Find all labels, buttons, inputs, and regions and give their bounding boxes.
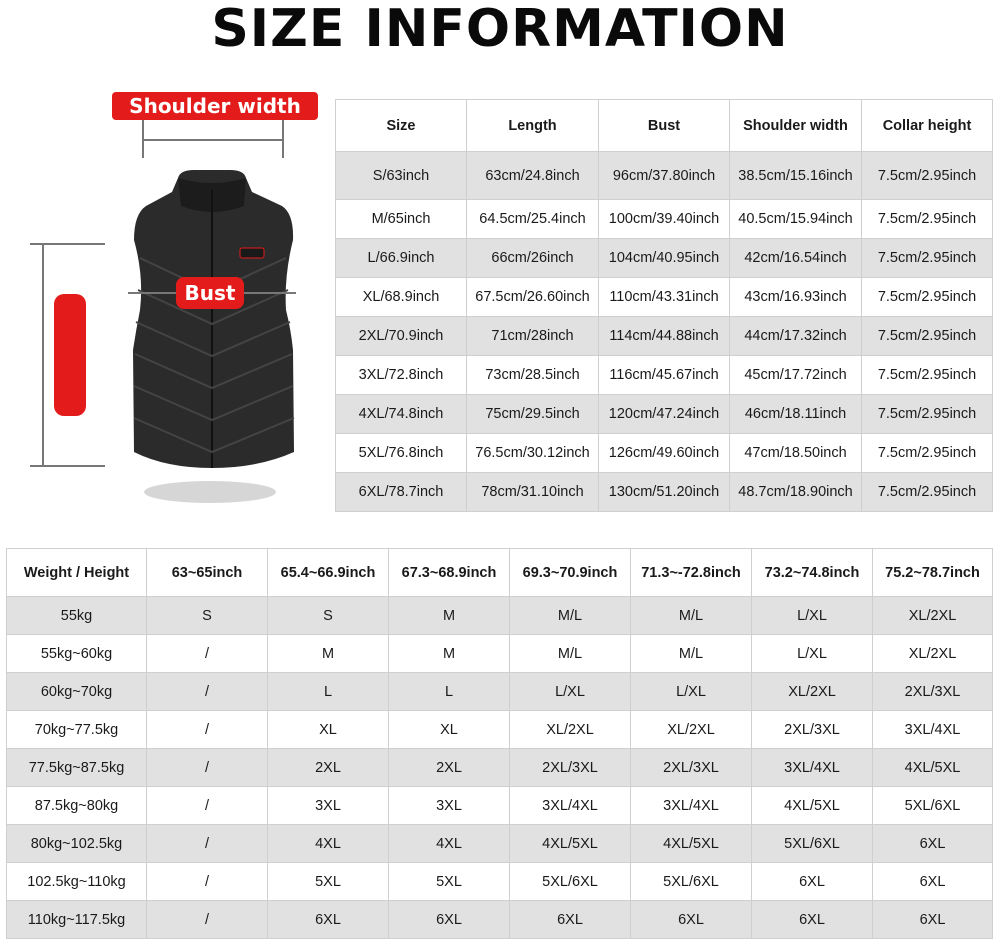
fit-table-row-cell: 3XL/4XL [752,749,873,787]
size-table-row-cell: 3XL/72.8inch [336,356,467,395]
size-table-row-cell: 114cm/44.88inch [599,317,730,356]
fit-table-row-cell: 77.5kg~87.5kg [7,749,147,787]
size-table-row-cell: 130cm/51.20inch [599,473,730,512]
size-table-header [336,100,993,152]
fit-table-row-cell: 87.5kg~80kg [7,787,147,825]
fit-table-row-cell: 80kg~102.5kg [7,825,147,863]
length-label [54,294,86,416]
fit-table-row-cell: XL/2XL [873,635,993,673]
fit-table-row-cell: 4XL/5XL [873,749,993,787]
fit-table-row-cell: / [147,901,268,939]
fit-table-row-cell: 3XL/4XL [510,787,631,825]
size-table-row-cell: 75cm/29.5inch [467,395,599,434]
size-table-row-cell: 2XL/70.9inch [336,317,467,356]
fit-header-col3: 67.3~68.9inch [389,549,510,597]
fit-table-row-cell: L/XL [752,597,873,635]
size-table-row-cell: 100cm/39.40inch [599,200,730,239]
size-table-row-cell: 66cm/26inch [467,239,599,278]
fit-table-row-cell: 6XL [510,901,631,939]
fit-table-row-cell: XL/2XL [631,711,752,749]
fit-table-row [7,863,993,901]
fit-table-row-cell: 4XL/5XL [510,825,631,863]
size-table-row [336,395,993,434]
fit-table-row-cell: M/L [631,597,752,635]
size-table-row-cell: 7.5cm/2.95inch [862,317,993,356]
fit-table-row-cell: M/L [510,635,631,673]
fit-header-col2: 65.4~66.9inch [268,549,389,597]
size-table-row [336,317,993,356]
size-table-row [336,434,993,473]
page-title: SIZE INFORMATION [211,0,789,59]
fit-table-row-cell: M [389,597,510,635]
size-table-row-cell: 64.5cm/25.4inch [467,200,599,239]
fit-table-row-cell: 110kg~117.5kg [7,901,147,939]
size-table-row-cell: 38.5cm/15.16inch [730,152,862,200]
fit-table-row-cell: / [147,825,268,863]
fit-header-col1: 63~65inch [147,549,268,597]
fit-table-row-cell: S [147,597,268,635]
size-table-row-cell: 7.5cm/2.95inch [862,356,993,395]
size-table-row-cell: 4XL/74.8inch [336,395,467,434]
fit-table-row-cell: 3XL/4XL [631,787,752,825]
size-table-row-cell: M/65inch [336,200,467,239]
size-table-row-cell: 47cm/18.50inch [730,434,862,473]
size-table-row-cell: 46cm/18.11inch [730,395,862,434]
fit-table-row-cell: 4XL [389,825,510,863]
fit-table-row-cell: 6XL [873,901,993,939]
fit-table-row-cell: L [389,673,510,711]
fit-table-row-cell: 3XL [268,787,389,825]
fit-table-row-cell: / [147,787,268,825]
fit-table-row [7,749,993,787]
size-header-shoulder: Shoulder width [730,100,862,152]
size-table-row [336,473,993,512]
size-table-row-cell: 63cm/24.8inch [467,152,599,200]
fit-table-row-cell: 6XL [389,901,510,939]
fit-table [6,548,993,939]
size-table-row [336,356,993,395]
size-table-row-cell: 7.5cm/2.95inch [862,278,993,317]
fit-table-row [7,825,993,863]
fit-header-col7: 75.2~78.7inch [873,549,993,597]
size-header-size: Size [336,100,467,152]
fit-table-row-cell: 5XL/6XL [510,863,631,901]
size-table-row-cell: 7.5cm/2.95inch [862,434,993,473]
fit-table-row-cell: XL [268,711,389,749]
size-table-row-cell: 7.5cm/2.95inch [862,152,993,200]
size-table-row-cell: 7.5cm/2.95inch [862,395,993,434]
fit-table-row-cell: 5XL/6XL [752,825,873,863]
fit-header-col5: 71.3~-72.8inch [631,549,752,597]
size-table-row-cell: 110cm/43.31inch [599,278,730,317]
fit-table-row-cell: XL/2XL [510,711,631,749]
fit-table-row-cell: 4XL/5XL [631,825,752,863]
size-table-row-cell: 44cm/17.32inch [730,317,862,356]
fit-table-row-cell: / [147,673,268,711]
fit-table-row-cell: 55kg [7,597,147,635]
size-header-bust: Bust [599,100,730,152]
fit-table-row-cell: L/XL [631,673,752,711]
fit-table-row-cell: M [268,635,389,673]
size-table-row-cell: XL/68.9inch [336,278,467,317]
fit-table-row-cell: 6XL [752,863,873,901]
size-table-row-cell: S/63inch [336,152,467,200]
size-table-row [336,278,993,317]
size-table-row-cell: 43cm/16.93inch [730,278,862,317]
fit-table-row-cell: 6XL [268,901,389,939]
size-table-row-cell: 40.5cm/15.94inch [730,200,862,239]
bust-label: Bust [176,277,244,309]
fit-table-row-cell: / [147,749,268,787]
fit-table-row-cell: 4XL [268,825,389,863]
size-table-row-cell: 7.5cm/2.95inch [862,239,993,278]
fit-table-row-cell: M/L [631,635,752,673]
fit-table-row-cell: 6XL [631,901,752,939]
fit-table-row [7,787,993,825]
fit-table-row-cell: L/XL [752,635,873,673]
fit-table-row-cell: 5XL/6XL [873,787,993,825]
size-table-row-cell: L/66.9inch [336,239,467,278]
fit-table-row-cell: 2XL/3XL [752,711,873,749]
fit-table-row-cell: 2XL/3XL [873,673,993,711]
size-table-row [336,200,993,239]
size-table-row-cell: 116cm/45.67inch [599,356,730,395]
size-header-length: Length [467,100,599,152]
fit-table-row-cell: 4XL/5XL [752,787,873,825]
fit-table-row-cell: 6XL [873,863,993,901]
fit-table-row-cell: / [147,635,268,673]
size-table-row-cell: 78cm/31.10inch [467,473,599,512]
fit-table-row-cell: M/L [510,597,631,635]
size-table-row-cell: 104cm/40.95inch [599,239,730,278]
size-table-row [336,239,993,278]
fit-table-row-cell: 2XL [389,749,510,787]
fit-table-row-cell: 3XL/4XL [873,711,993,749]
fit-table-row-cell: 6XL [752,901,873,939]
fit-table-row-cell: / [147,711,268,749]
fit-header-col4: 69.3~70.9inch [510,549,631,597]
size-table-row-cell: 48.7cm/18.90inch [730,473,862,512]
size-table-row [336,152,993,200]
vest-figure [0,80,330,520]
shoulder-width-label: Shoulder width [112,92,318,120]
size-table-row-cell: 5XL/76.8inch [336,434,467,473]
size-header-collar: Collar height [862,100,993,152]
fit-table-row [7,635,993,673]
size-table-row-cell: 7.5cm/2.95inch [862,200,993,239]
fit-table-row-cell: 102.5kg~110kg [7,863,147,901]
fit-table-row-cell: M [389,635,510,673]
fit-table-row-cell: XL [389,711,510,749]
size-table-row-cell: 76.5cm/30.12inch [467,434,599,473]
fit-table-row-cell: 3XL [389,787,510,825]
fit-table-row-cell: L/XL [510,673,631,711]
fit-table-row-cell: 2XL [268,749,389,787]
size-table-row-cell: 96cm/37.80inch [599,152,730,200]
fit-header-weight-height: Weight / Height [7,549,147,597]
size-table-row-cell: 6XL/78.7inch [336,473,467,512]
fit-table-row-cell: 5XL [268,863,389,901]
fit-table-row-cell: XL/2XL [873,597,993,635]
fit-table-row-cell: L [268,673,389,711]
fit-table-row-cell: 5XL [389,863,510,901]
fit-table-row [7,673,993,711]
fit-table-row-cell: 2XL/3XL [510,749,631,787]
fit-table-row-cell: 2XL/3XL [631,749,752,787]
fit-table-row-cell: XL/2XL [752,673,873,711]
size-table-row-cell: 67.5cm/26.60inch [467,278,599,317]
size-table-row-cell: 73cm/28.5inch [467,356,599,395]
size-table-row-cell: 120cm/47.24inch [599,395,730,434]
fit-table-row-cell: S [268,597,389,635]
fit-table-row [7,597,993,635]
fit-table-row [7,711,993,749]
size-table-row-cell: 7.5cm/2.95inch [862,473,993,512]
size-table-row-cell: 126cm/49.60inch [599,434,730,473]
fit-table-header [7,549,993,597]
fit-table-row [7,901,993,939]
fit-table-row-cell: 70kg~77.5kg [7,711,147,749]
fit-table-row-cell: 5XL/6XL [631,863,752,901]
size-table-row-cell: 45cm/17.72inch [730,356,862,395]
fit-table-row-cell: / [147,863,268,901]
size-table-row-cell: 42cm/16.54inch [730,239,862,278]
vest-image [0,80,330,520]
size-table-row-cell: 71cm/28inch [467,317,599,356]
size-table [335,99,993,512]
fit-table-row-cell: 55kg~60kg [7,635,147,673]
fit-header-col6: 73.2~74.8inch [752,549,873,597]
fit-table-row-cell: 60kg~70kg [7,673,147,711]
fit-table-row-cell: 6XL [873,825,993,863]
